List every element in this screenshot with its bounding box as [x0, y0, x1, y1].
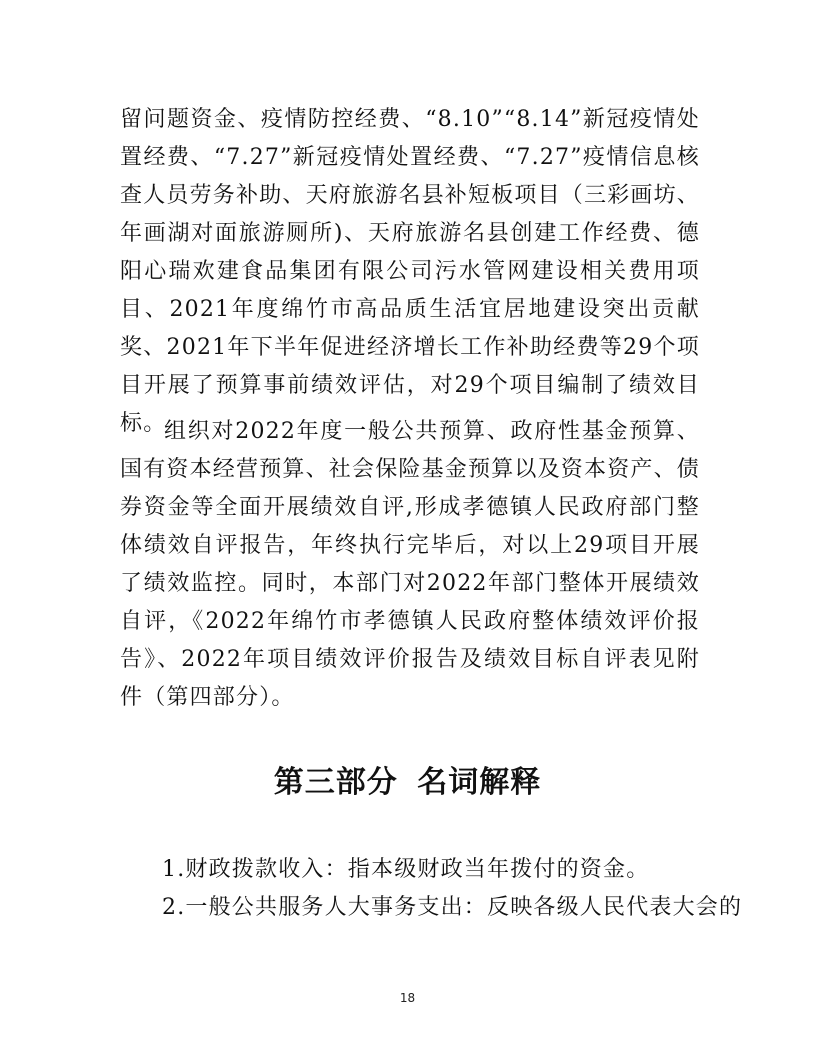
page-number: 18: [399, 991, 416, 1005]
definition-item-2: 2.一般公共服务人大事务支出：反映各级人民代表大会的: [162, 895, 743, 920]
section-title: 第三部分 名词解释: [273, 765, 542, 800]
body-paragraph-1: 留问题资金、疫情防控经费、“8.10”“8.14”新冠疫情处置经费、“7.27”新冠疫情处置经费、“7.27”疫情信息核查人员劳务补助、天府旅游名县补短板项目（三彩画坊、年画湖对面旅游厕所)、天府旅游名县创建工作经费、德阳心瑞欢建食品集团有限公司污水管网建设相关费用项目、2021年度绵竹市高品质生活宜居地建设突出贡献奖、2021年下半年促进经济增长工作补助经费等29个项目开展了预算事前绩效评估，对29个项目编制了绩效目标。: [120, 107, 701, 436]
body-paragraph-2: 组织对2022年度一般公共预算、政府性基金预算、国有资本经营预算、社会保险基金预算以及资本资产、债券资金等全面开展绩效自评,形成孝德镇人民政府部门整体绩效自评报告，年终执行完毕后，对以上29项目开展了绩效监控。同时，本部门对2022年部门整体开展绩效自评，《2022年绵竹市孝德镇人民政府整体绩效评价报告》、2022年项目绩效评价报告及绩效目标自评表见附件（第四部分）。: [120, 419, 701, 710]
definition-item-1: 1.财政拨款收入：指本级财政当年拨付的资金。: [162, 857, 650, 882]
